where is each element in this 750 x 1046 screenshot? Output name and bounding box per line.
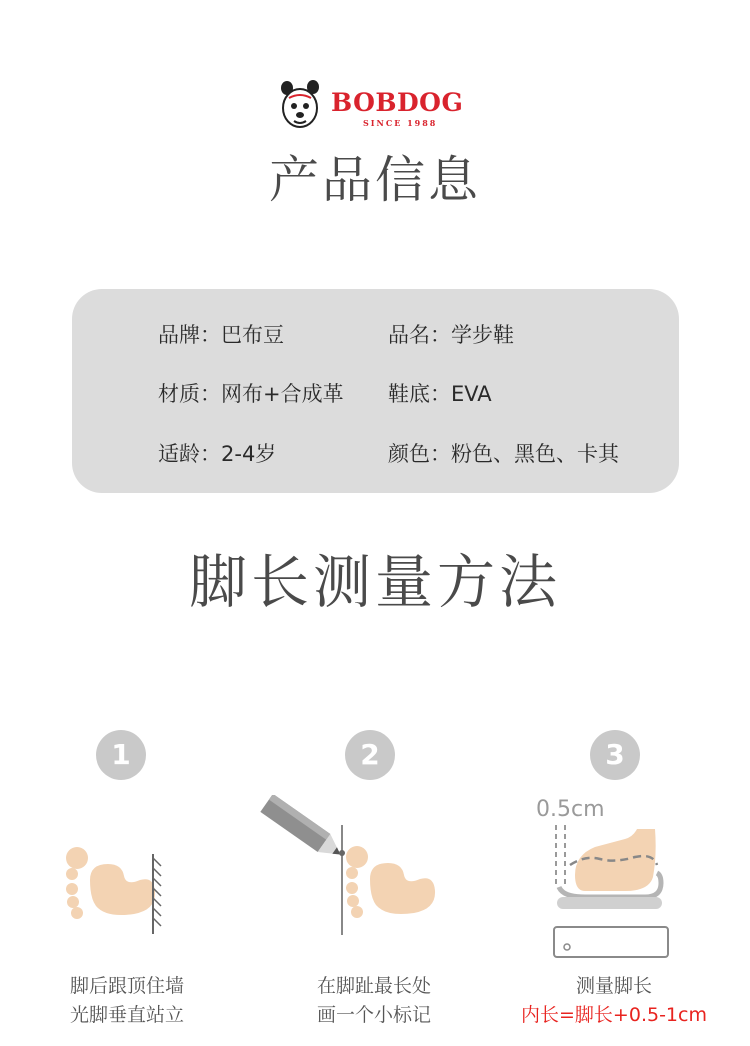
info-material — [158, 378, 344, 408]
pencil-mark-icon — [255, 795, 445, 945]
step-1-line-1: 脚后跟顶住墙 — [69, 975, 184, 997]
info-brand — [158, 319, 284, 349]
step-3-line-2: 内长=脚长+0.5-1cm — [521, 1004, 707, 1026]
brand-logo — [275, 78, 475, 134]
info-sole — [388, 378, 492, 408]
info-label: 品牌 ： — [158, 323, 221, 347]
product-info-title: 产品信息 — [269, 151, 481, 209]
product-info-card — [72, 289, 679, 493]
info-value: EVA — [451, 382, 492, 406]
step-2-badge: 2 — [345, 730, 395, 780]
info-label: 适龄 ： — [158, 442, 221, 466]
step-2-line-1: 在脚趾最长处 — [316, 975, 431, 997]
step-3-caption — [494, 972, 734, 1030]
step-2-line-2: 画一个小标记 — [316, 1004, 431, 1026]
info-age — [158, 438, 276, 468]
step-1-badge: 1 — [96, 730, 146, 780]
info-label: 品名 ： — [388, 323, 451, 347]
info-label: 材质 ： — [158, 382, 221, 406]
info-product-name — [388, 319, 514, 349]
bobdog-mascot-icon — [275, 78, 327, 134]
info-value: 网布+合成革 — [221, 382, 344, 406]
step-3-line-1: 测量脚长 — [575, 975, 652, 997]
info-value: 巴布豆 — [221, 323, 284, 347]
info-label: 颜色 ： — [388, 442, 451, 466]
info-value: 2-4岁 — [221, 442, 277, 466]
info-color — [388, 438, 619, 468]
measure-title: 脚长测量方法 — [188, 548, 561, 616]
brand-name: BOBDOG — [331, 88, 464, 117]
ruler-foot-shoe-icon — [545, 825, 675, 965]
info-value: 学步鞋 — [451, 323, 514, 347]
step-2-caption — [254, 972, 494, 1030]
step-3-badge: 3 — [590, 730, 640, 780]
allowance-label: 0.5cm — [536, 797, 605, 822]
info-label: 鞋底 ： — [388, 382, 451, 406]
step-1-caption — [7, 972, 247, 1030]
step-1-line-2: 光脚垂直站立 — [69, 1004, 184, 1026]
info-value: 粉色、黑色、卡其 — [451, 442, 619, 466]
brand-since: SINCE 1988 — [363, 118, 438, 128]
foot-against-wall-icon — [60, 840, 190, 940]
